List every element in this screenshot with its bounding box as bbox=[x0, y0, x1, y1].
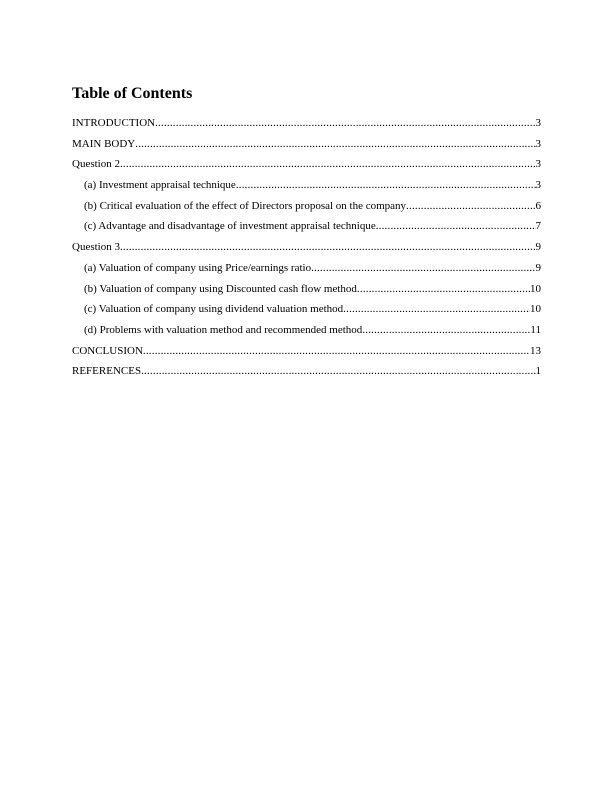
toc-entry-label: (b) Valuation of company using Discounted cash flow method bbox=[84, 282, 357, 295]
toc-page-number: 6 bbox=[535, 199, 541, 212]
toc-page-number: 10 bbox=[530, 303, 541, 316]
toc-entry-introduction[interactable] bbox=[72, 116, 541, 137]
toc-page-number: 3 bbox=[535, 158, 541, 171]
toc-dot-leader bbox=[236, 178, 536, 192]
toc-entry-label: Question 3 bbox=[72, 241, 120, 254]
toc-entry-label: (c) Valuation of company using dividend valuation method bbox=[84, 303, 344, 316]
toc-entry-label: (a) Investment appraisal technique bbox=[84, 179, 236, 192]
toc-entry-label: (d) Problems with valuation method and recommended method bbox=[84, 323, 363, 336]
toc-entry-question-2a[interactable] bbox=[72, 178, 541, 199]
toc-entry-question-3a[interactable] bbox=[72, 261, 541, 282]
toc-entry-conclusion[interactable] bbox=[72, 344, 541, 365]
toc-entry-label: (a) Valuation of company using Price/earnings ratio bbox=[84, 261, 312, 274]
toc-page-number: 11 bbox=[530, 323, 541, 336]
toc-dot-leader bbox=[120, 157, 536, 171]
toc-entry-question-2b[interactable] bbox=[72, 199, 541, 220]
toc-page-number: 7 bbox=[535, 220, 541, 233]
toc-entry-main-body[interactable] bbox=[72, 137, 541, 158]
toc-page-number: 9 bbox=[535, 261, 541, 274]
toc-entry-question-3d[interactable] bbox=[72, 323, 541, 344]
toc-dot-leader bbox=[135, 137, 535, 151]
toc-dot-leader bbox=[343, 302, 530, 316]
toc-dot-leader bbox=[357, 282, 530, 296]
toc-entry-label: (c) Advantage and disadvantage of investment appraisal technique bbox=[84, 220, 376, 233]
toc-dot-leader bbox=[376, 219, 536, 233]
toc-entry-label: Question 2 bbox=[72, 158, 120, 171]
toc-entry-references[interactable] bbox=[72, 364, 541, 385]
toc-entry-question-2c[interactable] bbox=[72, 219, 541, 240]
toc-entry-label: MAIN BODY bbox=[72, 137, 136, 150]
toc-page-number: 3 bbox=[535, 137, 541, 150]
toc-dot-leader bbox=[406, 199, 535, 213]
toc-page-number: 3 bbox=[535, 117, 541, 129]
toc-dot-leader bbox=[143, 344, 530, 358]
toc-entry-label: (b) Critical evaluation of the effect of Directors proposal on the company bbox=[84, 199, 407, 212]
toc-page-number: 10 bbox=[530, 282, 541, 295]
toc-list bbox=[72, 116, 541, 385]
toc-page-number: 3 bbox=[535, 179, 541, 192]
toc-dot-leader bbox=[362, 323, 530, 337]
toc-entry-label: INTRODUCTION bbox=[72, 117, 156, 129]
toc-dot-leader bbox=[141, 364, 535, 378]
toc-dot-leader bbox=[155, 116, 535, 130]
toc-dot-leader bbox=[120, 240, 536, 254]
toc-entry-question-2[interactable] bbox=[72, 157, 541, 178]
toc-title: Table of Contents bbox=[72, 85, 193, 102]
toc-page-number: 9 bbox=[535, 241, 541, 254]
toc-page-number: 1 bbox=[535, 365, 541, 378]
toc-entry-question-3[interactable] bbox=[72, 240, 541, 261]
toc-entry-label: CONCLUSION bbox=[72, 344, 143, 357]
toc-page-number: 13 bbox=[530, 344, 541, 357]
toc-entry-question-3c[interactable] bbox=[72, 302, 541, 323]
toc-dot-leader bbox=[311, 261, 535, 275]
toc-entry-label: REFERENCES bbox=[72, 365, 142, 378]
toc-entry-question-3b[interactable] bbox=[72, 282, 541, 303]
